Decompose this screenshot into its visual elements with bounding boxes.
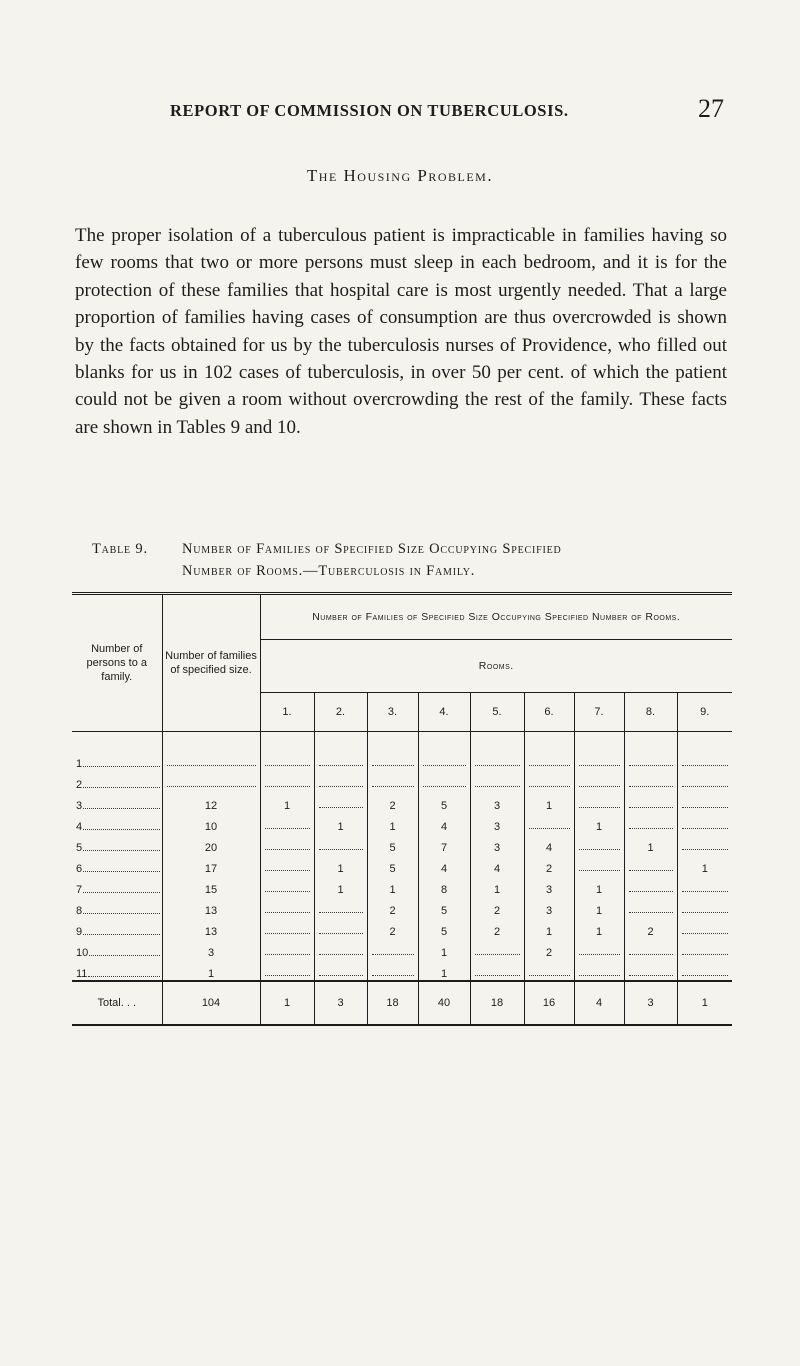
room-value: 2	[493, 926, 501, 938]
room-value: 4	[545, 842, 553, 854]
room-cell	[624, 770, 677, 791]
room-value: 1	[595, 905, 603, 917]
total-label: Total. . .	[72, 981, 162, 1025]
persons-value: 6	[76, 863, 83, 875]
table-caption-label: Table 9.	[92, 541, 148, 557]
persons-value: 2	[76, 779, 83, 791]
table-body	[72, 732, 732, 1026]
table-row	[72, 917, 732, 938]
body-paragraph: The proper isolation of a tuberculous patient is impracticable in families having so few rooms that two or more persons must sleep in each bedroom, and it is for the protection of these families that hospital care is most urgently needed. That a large proportion of families having cases of consumption are thus overcrowded is shown by the facts obtained for us by the tuberculosis nurses of Providence, who filled out blanks for us in 102 cases of tuberculosis, in over 50 per cent. of which the patient could not be given a room without overcrowding the rest of the family. These facts are shown in Tables 9 and 10.	[75, 225, 727, 438]
persons-value: 9	[76, 926, 83, 938]
room-cell	[470, 770, 524, 791]
persons-cell	[72, 917, 162, 938]
room-label-2: 2.	[314, 693, 367, 732]
room-value: 5	[440, 905, 448, 917]
room-cell	[418, 732, 470, 771]
room-cell	[524, 812, 574, 833]
persons-value: 7	[76, 884, 83, 896]
room-cell	[624, 833, 677, 854]
room-cell	[260, 791, 314, 812]
room-cell	[260, 732, 314, 771]
room-cell	[418, 917, 470, 938]
room-value: 1	[595, 884, 603, 896]
room-cell	[314, 938, 367, 959]
room-cell	[418, 791, 470, 812]
families-value: 13	[204, 926, 218, 938]
room-value: 3	[545, 884, 553, 896]
room-cell	[677, 812, 732, 833]
room-label-9: 9.	[677, 693, 732, 732]
room-cell	[260, 938, 314, 959]
families-cell	[162, 917, 260, 938]
total-room-value: 18	[367, 981, 418, 1025]
room-cell	[314, 770, 367, 791]
total-room-value: 4	[574, 981, 624, 1025]
room-cell	[574, 938, 624, 959]
table-row	[72, 732, 732, 771]
persons-value: 10	[76, 947, 89, 959]
room-cell	[574, 875, 624, 896]
room-value: 1	[595, 821, 603, 833]
families-cell	[162, 770, 260, 791]
room-cell	[470, 875, 524, 896]
room-cell	[367, 959, 418, 981]
room-cell	[314, 875, 367, 896]
room-cell	[524, 896, 574, 917]
room-value: 1	[701, 863, 708, 875]
room-cell	[367, 812, 418, 833]
room-cell	[314, 812, 367, 833]
persons-cell	[72, 875, 162, 896]
room-cell	[624, 959, 677, 981]
families-cell	[162, 812, 260, 833]
room-cell	[314, 732, 367, 771]
families-cell	[162, 959, 260, 981]
room-value: 1	[595, 926, 603, 938]
room-value: 2	[647, 926, 654, 938]
room-cell	[367, 854, 418, 875]
room-cell	[677, 959, 732, 981]
section-title: The Housing Problem.	[306, 166, 494, 185]
running-header	[0, 94, 800, 134]
room-value: 1	[283, 800, 291, 812]
room-cell	[524, 917, 574, 938]
families-value: 10	[204, 821, 218, 833]
room-value: 2	[389, 905, 396, 917]
room-cell	[260, 896, 314, 917]
room-cell	[314, 896, 367, 917]
room-cell	[624, 854, 677, 875]
room-cell	[524, 959, 574, 981]
families-cell	[162, 875, 260, 896]
room-cell	[624, 917, 677, 938]
families-cell	[162, 854, 260, 875]
room-cell	[677, 938, 732, 959]
room-label-7: 7.	[574, 693, 624, 732]
room-cell	[260, 875, 314, 896]
total-room-value: 1	[677, 981, 732, 1025]
total-room-value: 16	[524, 981, 574, 1025]
room-cell	[260, 854, 314, 875]
room-value: 5	[440, 800, 448, 812]
persons-value: 8	[76, 905, 83, 917]
room-cell	[524, 770, 574, 791]
total-room-value: 1	[260, 981, 314, 1025]
room-label-4: 4.	[418, 693, 470, 732]
room-value: 4	[440, 863, 448, 875]
room-value: 4	[440, 821, 448, 833]
room-cell	[574, 959, 624, 981]
room-cell	[677, 791, 732, 812]
room-cell	[418, 959, 470, 981]
room-cell	[260, 959, 314, 981]
persons-cell	[72, 812, 162, 833]
room-cell	[677, 833, 732, 854]
room-cell	[260, 812, 314, 833]
room-cell	[470, 732, 524, 771]
header-group: Number of Families of Specified Size Occupying Specified Number of Rooms.	[260, 594, 732, 640]
room-cell	[574, 791, 624, 812]
room-cell	[418, 770, 470, 791]
room-cell	[677, 732, 732, 771]
table-row	[72, 875, 732, 896]
room-value: 3	[493, 842, 501, 854]
table-caption-line1: Number of Families of Specified Size Occupying Specified	[182, 541, 562, 557]
total-families: 104	[162, 981, 260, 1025]
room-cell	[574, 770, 624, 791]
total-room-value: 40	[418, 981, 470, 1025]
room-value: 3	[493, 800, 501, 812]
families-cell	[162, 791, 260, 812]
room-value: 3	[545, 905, 553, 917]
room-cell	[470, 896, 524, 917]
room-value: 1	[337, 884, 344, 896]
room-cell	[367, 917, 418, 938]
room-label-1: 1.	[260, 693, 314, 732]
room-cell	[677, 896, 732, 917]
room-cell	[367, 732, 418, 771]
room-cell	[624, 791, 677, 812]
families-value: 3	[207, 947, 215, 959]
header-rooms: Rooms.	[260, 640, 732, 693]
room-cell	[418, 896, 470, 917]
room-cell	[260, 770, 314, 791]
persons-cell	[72, 854, 162, 875]
table-row	[72, 896, 732, 917]
persons-value: 3	[76, 800, 83, 812]
families-value: 12	[204, 800, 218, 812]
room-value: 1	[647, 842, 654, 854]
room-cell	[574, 833, 624, 854]
room-cell	[574, 917, 624, 938]
room-value: 2	[493, 905, 501, 917]
header-persons: Number of persons to a family.	[72, 594, 162, 732]
room-cell	[574, 896, 624, 917]
room-value: 1	[389, 821, 396, 833]
room-label-5: 5.	[470, 693, 524, 732]
room-cell	[418, 812, 470, 833]
persons-cell	[72, 791, 162, 812]
room-cell	[677, 875, 732, 896]
table-row	[72, 833, 732, 854]
room-value: 7	[440, 842, 448, 854]
room-cell	[624, 896, 677, 917]
data-table	[72, 592, 732, 1026]
page-number: 27	[698, 94, 724, 123]
families-cell	[162, 732, 260, 771]
persons-value: 4	[76, 821, 83, 833]
room-cell	[418, 875, 470, 896]
room-cell	[524, 938, 574, 959]
persons-cell	[72, 770, 162, 791]
header-families: Number of families of specified size.	[162, 594, 260, 732]
room-cell	[418, 854, 470, 875]
room-cell	[314, 791, 367, 812]
room-cell	[524, 791, 574, 812]
room-cell	[470, 812, 524, 833]
room-label-3: 3.	[367, 693, 418, 732]
families-value: 13	[204, 905, 218, 917]
total-room-value: 18	[470, 981, 524, 1025]
room-cell	[470, 938, 524, 959]
families-value: 20	[204, 842, 218, 854]
room-cell	[470, 917, 524, 938]
room-value: 1	[337, 821, 344, 833]
room-cell	[624, 812, 677, 833]
room-value: 3	[493, 821, 501, 833]
room-cell	[314, 917, 367, 938]
room-cell	[524, 732, 574, 771]
room-cell	[677, 917, 732, 938]
persons-cell	[72, 896, 162, 917]
families-value: 17	[204, 863, 218, 875]
room-cell	[367, 770, 418, 791]
room-cell	[367, 833, 418, 854]
families-value: 15	[204, 884, 218, 896]
room-cell	[624, 732, 677, 771]
room-cell	[677, 854, 732, 875]
total-row	[72, 981, 732, 1025]
room-cell	[418, 938, 470, 959]
total-room-value: 3	[624, 981, 677, 1025]
room-cell	[367, 791, 418, 812]
room-cell	[524, 833, 574, 854]
persons-cell	[72, 833, 162, 854]
room-cell	[367, 896, 418, 917]
room-cell	[314, 854, 367, 875]
persons-cell	[72, 959, 162, 981]
families-cell	[162, 896, 260, 917]
room-value: 1	[545, 926, 553, 938]
room-cell	[574, 854, 624, 875]
table-caption-line2: Number of Rooms.—Tuberculosis in Family.	[182, 563, 476, 579]
persons-value: 5	[76, 842, 83, 854]
room-value: 2	[545, 863, 553, 875]
room-label-6: 6.	[524, 693, 574, 732]
room-cell	[574, 812, 624, 833]
room-cell	[470, 833, 524, 854]
families-value: 1	[207, 968, 215, 980]
persons-cell	[72, 938, 162, 959]
table-row	[72, 791, 732, 812]
room-cell	[314, 959, 367, 981]
table-caption	[92, 538, 732, 582]
room-label-8: 8.	[624, 693, 677, 732]
room-value: 5	[389, 863, 396, 875]
room-cell	[470, 791, 524, 812]
room-value: 2	[545, 947, 553, 959]
persons-value: 11	[76, 968, 88, 980]
room-cell	[470, 854, 524, 875]
room-value: 8	[440, 884, 448, 896]
table-row	[72, 959, 732, 981]
table-row	[72, 938, 732, 959]
room-value: 5	[440, 926, 448, 938]
room-cell	[314, 833, 367, 854]
room-value: 2	[389, 926, 396, 938]
room-cell	[367, 875, 418, 896]
room-value: 1	[545, 800, 553, 812]
room-cell	[367, 938, 418, 959]
room-value: 2	[389, 800, 396, 812]
table-row	[72, 812, 732, 833]
room-value: 1	[389, 884, 396, 896]
room-cell	[624, 938, 677, 959]
room-value: 1	[337, 863, 344, 875]
room-cell	[524, 875, 574, 896]
room-cell	[260, 917, 314, 938]
families-cell	[162, 833, 260, 854]
persons-value: 1	[76, 758, 83, 770]
running-title: REPORT OF COMMISSION ON TUBERCULOSIS.	[170, 101, 569, 120]
families-cell	[162, 938, 260, 959]
room-cell	[260, 833, 314, 854]
room-value: 4	[493, 863, 501, 875]
room-cell	[677, 770, 732, 791]
table-row	[72, 770, 732, 791]
table-row	[72, 854, 732, 875]
room-value: 1	[440, 947, 448, 959]
room-value: 5	[389, 842, 396, 854]
room-cell	[470, 959, 524, 981]
room-value: 1	[440, 968, 448, 980]
persons-cell	[72, 732, 162, 771]
room-cell	[524, 854, 574, 875]
room-cell	[624, 875, 677, 896]
room-cell	[418, 833, 470, 854]
room-cell	[574, 732, 624, 771]
room-value: 1	[493, 884, 501, 896]
total-room-value: 3	[314, 981, 367, 1025]
